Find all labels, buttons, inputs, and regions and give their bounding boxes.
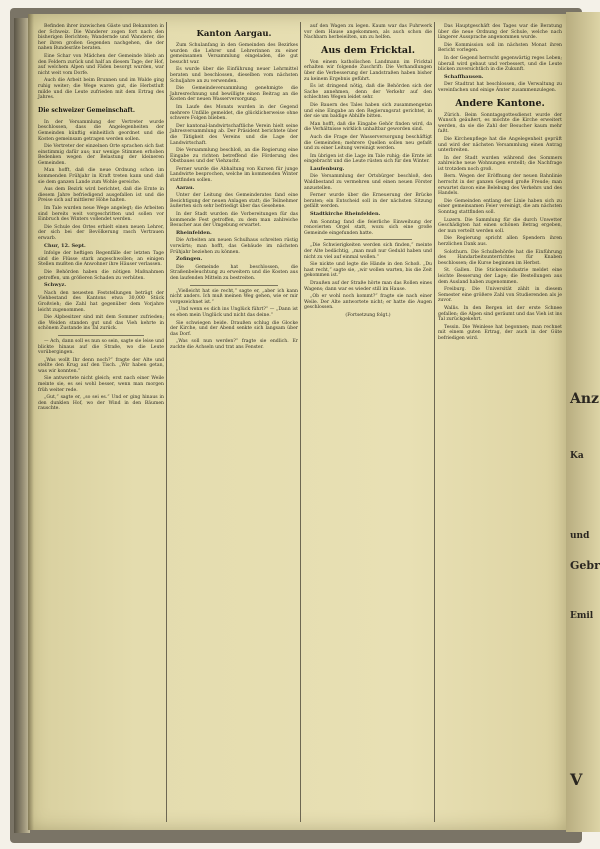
paragraph: Es ist dringend nötig, daß die Behörden sich der Sache annehmen, denn der Verkehr auf den schlechten Wegen leidet sehr.: [304, 84, 432, 101]
section-heading-kanton-aargau: Kanton Aargau.: [196, 29, 272, 39]
paragraph: Auch die Frage der Wasserversorgung beschäftigt die Gemeinden; mehrere Quellen sollen neu gefaßt und zu einer Leitung vereinigt werden.: [304, 134, 432, 152]
column-rule: [166, 22, 167, 822]
paragraph: Luzern. Die Sammlung für die durch Unwetter Geschädigten hat einen schönen Betrag ergeben, der nun verteilt werden soll.: [438, 217, 562, 234]
column-3: [304, 24, 432, 321]
paragraph: Die Kommission soll im nächsten Monat ihren Bericht vorlegen.: [438, 42, 562, 54]
story-paragraph: „Was wollt Ihr denn noch?“ fragte der Alte und stellte den Krug auf den Tisch. „Wir haben getan, was wir konnten.“: [38, 357, 164, 374]
paragraph: Unter der Leitung des Gemeinderates fand eine Besichtigung der neuen Anlagen statt; die Teilnehmer äußerten sich sehr befriedigt über das Gesehene.: [170, 193, 298, 210]
paragraph: Nach den neuesten Feststellungen beträgt der Viehbestand des Kantons etwa 30,000 Stück Großvieh; die Zahl hat gegenüber dem Vorjahre leicht zugenommen.: [38, 290, 164, 313]
section-heading-andere-kantone: Andere Kantone.: [455, 97, 545, 109]
paragraph: Befinden ihrer inzwischen Gäste und Bekannten in der Schweiz. Die Wanderer zogen fort nach den bisherigen Berichten; Wandernde und Wanderer, die her ihren großen Gegenden nachgehen, die der nahen Bundesräte beraten.: [38, 24, 164, 52]
paragraph: In der Stadt wurden die Vorbereitungen für das kommende Fest getroffen, zu dem man zahlreiche Besucher aus der Umgebung erwartet.: [170, 212, 298, 229]
story-separator: [58, 335, 144, 336]
paragraph: Infolge der heftigen Regenfälle der letzten Tage sind die Flüsse stark angeschwollen; an einigen Stellen mußten die Anwohner ihre Häuser verlassen.: [38, 251, 164, 268]
story-paragraph: „Und wenn es dich ins Unglück führt?“ — „Dann ist es eben mein Unglück und nicht das deine.“: [170, 307, 298, 318]
paragraph: Die Kirchenpflege hat die Angelegenheit geprüft und wird der nächsten Versammlung einen Antrag unterbreiten.: [438, 136, 562, 154]
column-rule: [300, 22, 301, 822]
paragraph: Der kantonal-landwirtschaftliche Verein hielt seine Jahresversammlung ab. Der Präsident berichtete über die Tätigkeit des Vereins und die Lage der Landwirtschaft.: [170, 123, 298, 146]
page-fold-shadow: [28, 14, 34, 830]
paragraph: Die Versammlung der Ortsbürger beschloß, den Waldbestand zu vermehren und einen neuen Förster anzustellen.: [304, 174, 432, 191]
paragraph: Tessin. Die Weinlese hat begonnen; man rechnet mit einem guten Ertrag, der auch in der Güte befriedigen wird.: [438, 324, 562, 341]
dateline: Schwyz.: [44, 282, 67, 289]
paragraph: Die Bauern des Tales haben sich zusammengetan und eine Eingabe an den Regierungsrat gerichtet, in der sie um baldige Abhilfe bitten.: [304, 102, 432, 120]
paragraph: Freiburg. Die Universität zählt in diesem Semester eine größere Zahl von Studierenden als je zuvor.: [438, 287, 562, 304]
paragraph: Die Versammlung beschloß, an die Regierung eine Eingabe zu richten betreffend die Förderung des Obstbaues und der Viehzucht.: [170, 148, 298, 165]
dateline: Stadtkirche Rheinfelden.: [310, 211, 381, 218]
section-heading-fricktal: Aus dem Fricktal.: [321, 44, 415, 56]
paragraph: In der Gegend herrscht gegenwärtig reges Leben; überall wird gebaut und verbessert, und die Leute blicken zuversichtlich in die Zukunft.: [438, 55, 562, 73]
paragraph: Zürich. Beim Sonntagsgottesdienst wurde der Wunsch geäußert, es möchte die Kirche erweitert werden, da sie die Zahl der Besucher kaum mehr faßt.: [438, 112, 562, 135]
paragraph: Ferner wurde die Abhaltung von Kursen für junge Landwirte besprochen, welche im kommenden Winter stattfinden sollen.: [170, 166, 298, 184]
paragraph: Im übrigen ist die Lage im Tale ruhig; die Ernte ist eingebracht und die Leute rüsten sich für den Winter.: [304, 153, 432, 165]
paragraph: Der Stadtrat hat beschlossen, die Verwaltung zu vereinfachen und einige Ämter zusammenzulegen.: [438, 82, 562, 93]
ad-fragment: V: [570, 770, 583, 789]
story-separator: [190, 285, 278, 286]
paragraph: Man hofft, daß die Eingabe Gehör finden wird, da die Verhältnisse wirklich unhaltbar geworden sind.: [304, 121, 432, 133]
paragraph: Im Tale wurden neue Wege angelegt; die Arbeiten sind bereits weit vorgeschritten und sollen vor Einbruch des Winters vollendet werden.: [38, 206, 164, 223]
adjacent-page-edge: [566, 12, 600, 832]
paragraph: Wallis. In den Bergen ist der erste Schnee gefallen; die Alpen sind geräumt und das Vieh ist ins Tal zurückgekehrt.: [438, 305, 562, 323]
paragraph: Die Gemeinden entlang der Linie haben sich zu einer gemeinsamen Feier vereinigt, die am nächsten Sonntag stattfinden soll.: [438, 198, 562, 216]
paragraph: Aus dem Bezirk wird berichtet, daß die Ernte in diesem Jahre befriedigend ausgefallen ist und die Preise sich auf mittlerer Höhe halten.: [38, 187, 164, 204]
story-paragraph: Draußen auf der Straße hörte man das Rollen eines Wagens; dann war es wieder still im Hause.: [304, 280, 432, 292]
paragraph: Von einem katholischen Landmann im Fricktal erhalten wir folgende Zuschrift: Die Verhandlungen über die Verbesserung der Landstraßen haben bisher zu keinem Ergebnis geführt.: [304, 59, 432, 82]
paragraph: Die Schule des Ortes erhielt einen neuen Lehrer, der sich bei der Bevölkerung rasch Vertrauen erwarb.: [38, 224, 164, 241]
paragraph: Die Gemeindeversammlung genehmigte die Jahresrechnung und bewilligte einen Beitrag an die Kosten der neuen Wasserversorgung.: [170, 86, 298, 103]
column-2: [170, 24, 298, 353]
ad-fragment: Emil: [570, 611, 594, 621]
story-paragraph: „Gut,“ sagte er, „so sei es.“ Und er ging hinaus in den dunklen Hof, wo der Wind in den Bäumen rauschte.: [38, 395, 164, 412]
paragraph: Die Regierung spricht allen Spendern ihren herzlichen Dank aus.: [438, 236, 562, 247]
paragraph: Die Vertreter der einzelnen Orte sprachen sich fast einstimmig dafür aus; nur wenige Stimmen erhoben Bedenken wegen der Belastung der kleineren Gemeinden.: [38, 144, 164, 166]
newspaper-page: [28, 14, 566, 830]
story-paragraph: Sie schwiegen beide. Draußen schlug die Glocke der Kirche, und der Abend senkte sich langsam über das Dorf.: [170, 320, 298, 337]
dateline: Zofingen.: [176, 256, 203, 263]
paragraph: Zum Schulanfang in den Gemeinden des Bezirkes wurden die Lehrer und Lehrerinnen zu einer gemeinsamen Versammlung eingeladen, die gut besucht war.: [170, 43, 298, 65]
dateline: Aarau.: [176, 184, 195, 191]
dateline: Laufenburg.: [310, 165, 345, 172]
paragraph: Im Laufe des Monats wurden in der Gegend mehrere Unfälle gemeldet, die glücklicherweise ohne schwere Folgen blieben.: [170, 104, 298, 122]
paragraph: In der Stadt wurden während des Sommers zahlreiche neue Wohnungen erstellt; die Nachfrage ist trotzdem noch groß.: [438, 155, 562, 172]
dateline: Rheinfelden.: [176, 229, 212, 236]
ad-fragment: und: [570, 531, 590, 541]
paragraph: Das Hauptgeschäft des Tages war die Beratung über die neue Ordnung der Schule, welche nach längerer Aussprache angenommen wurde.: [438, 24, 562, 41]
ad-fragment: Gebr: [570, 559, 600, 572]
dateline: Chur, 12. Sept.: [44, 242, 86, 249]
paragraph: auf den Wagen zu legen. Kaum war das Fuhrwerk vor dem Hause angekommen, als auch schon die Nachbarn herbeieilten, um zu helfen.: [304, 24, 432, 41]
paragraph: Man hofft, daß die neue Ordnung schon im kommenden Frühjahr in Kraft treten kann und daß sie dem ganzen Lande zum Wohle gereiche.: [38, 168, 164, 185]
paragraph: St. Gallen. Die Stickereiindustrie meldet eine leichte Besserung der Lage; die Bestellungen aus dem Ausland haben zugenommen.: [438, 268, 562, 285]
paragraph: Es wurde über die Einführung neuer Lehrmittel beraten und beschlossen, dieselben vom nächsten Schuljahre an zu verwenden.: [170, 67, 298, 84]
paragraph: Die Arbeiten am neuen Schulhaus schreiten rüstig vorwärts; man hofft, das Gebäude im nächsten Frühjahr beziehen zu können.: [170, 238, 298, 255]
story-paragraph: „Die Schwierigkeiten werden sich finden,“ meinte der Alte bedächtig, „man muß nur Geduld haben und nicht zu viel auf einmal wollen.“: [304, 243, 432, 260]
paragraph: In der Versammlung der Vertreter wurde beschlossen, dass die Angelegenheiten der Gemeinden künftig einheitlich geordnet und die Kosten gemeinsam getragen werden sollen.: [38, 119, 164, 142]
paragraph: Eine Schar von Mädchen der Gemeinde blieb an den Feldern zurück und half an diesem Tage; der Hof, auf welchem Alpen und Fäden besorgt wurden, war nicht weit vom Dorfe.: [38, 53, 164, 76]
story-paragraph: „Was soll nun werden?“ fragte sie endlich. Er zuckte die Achseln und trat ans Fenster.: [170, 339, 298, 350]
column-1: [38, 24, 164, 414]
paragraph: Auch die Arbeit beim Brunnen und im Walde ging ruhig weiter; die Wege waren gut, die Herbstluft milde und die Leute zufrieden mit dem Ertrag des Jahres.: [38, 78, 164, 101]
story-paragraph: Sie antwortete nicht gleich; erst nach einer Weile meinte sie, es sei wohl besser, wenn man morgen früh weiter rede.: [38, 376, 164, 393]
column-rule: [434, 22, 435, 822]
paragraph: Bern. Wegen der Eröffnung der neuen Bahnlinie herrscht in der ganzen Gegend große Freude; man erwartet davon eine Belebung des Verkehrs und des Handels.: [438, 174, 562, 197]
paragraph: Ferner wurde über die Erneuerung der Brücke beraten; ein Entscheid soll in der nächsten Sitzung gefällt werden.: [304, 193, 432, 210]
continuation-note: (Fortsetzung folgt.): [345, 312, 391, 318]
paragraph: Die Alpbesitzer sind mit dem Sommer zufrieden; die Weiden standen gut und das Vieh kehrte in schönem Zustande ins Tal zurück.: [38, 315, 164, 332]
story-paragraph: „Vielleicht hat sie recht,“ sagte er, „aber ich kann nicht anders. Ich muß meinen Weg gehen, wie er mir vorgezeichnet ist.“: [170, 288, 298, 305]
ad-fragment: Anz: [570, 391, 599, 407]
ad-fragment: Ka: [570, 451, 584, 461]
column-4: [438, 24, 562, 344]
paragraph: Die Behörden haben die nötigen Maßnahmen getroffen, um größeren Schaden zu verhüten.: [38, 269, 164, 281]
paragraph: Am Sonntag fand die feierliche Einweihung der renovierten Orgel statt, wozu sich eine große Gemeinde eingefunden hatte.: [304, 219, 432, 236]
paragraph: Solothurn. Die Schulbehörde hat die Einführung des Handarbeitsunterrichtes für Knaben beschlossen; die Kurse beginnen im Herbst.: [438, 249, 562, 266]
section-heading: Die schweizer Gemeinschaft.: [38, 106, 135, 114]
paragraph: Die Gemeinde hat beschlossen, die Straßenbeleuchtung zu erweitern und die Kosten aus den laufenden Mitteln zu bestreiten.: [170, 264, 298, 281]
story-paragraph: Sie nickte und legte die Hände in den Schoß. „Du hast recht,“ sagte sie, „wir wollen warten, bis die Zeit gekommen ist.“: [304, 262, 432, 279]
dateline: Schaffhausen.: [444, 73, 484, 80]
story-paragraph: — Ach, dann soll es nun so sein, sagte sie leise und blickte hinaus auf die Straße, wo die Leute vorübergingen.: [38, 338, 164, 356]
story-paragraph: „Ob er wohl noch kommt?“ fragte sie nach einer Weile. Der Alte antwortete nicht; er hatte die Augen geschlossen.: [304, 294, 432, 311]
story-separator: [324, 239, 412, 240]
